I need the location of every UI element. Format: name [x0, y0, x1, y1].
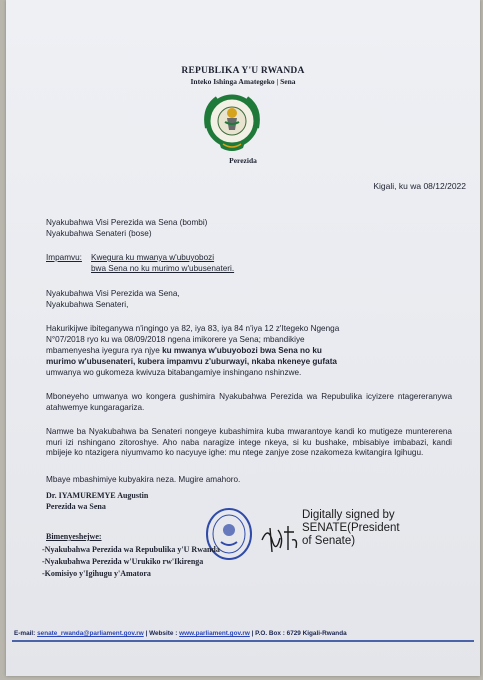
chamber-subheading: Inteko Ishinga Amategeko | Sena — [190, 77, 296, 86]
digital-signature-line-1: Digitally signed by — [302, 509, 395, 521]
paragraph-1-bold-text: ku mwanya w'ubuyobozi bwa Sena no ku — [162, 346, 322, 355]
coat-of-arms-icon — [197, 90, 267, 154]
paragraph-1-line-3 — [46, 346, 452, 357]
closing-line: Mbaye mbashimiye kubyakira neza. Mugire amahoro. — [46, 475, 241, 484]
digital-signature-note — [302, 509, 400, 548]
footer-divider — [12, 640, 474, 642]
signatory-title: Perezida wa Sena — [46, 502, 106, 511]
paragraph-1-line-5: umwanya wo gukomeza kwivuza bitabangamiye inshingano nshinzwe. — [46, 368, 302, 377]
paragraph-1-line-1: Hakurikijwe ibiteganywa n'ingingo ya 82, iya 83, iya 84 n'iya 12 z'Itegeko Ngenga — [46, 324, 340, 333]
paragraph-1-plain-text: mbamenyesha iyegura rya njye — [46, 346, 163, 355]
email-link[interactable]: senate_rwanda@parliament.gov.rw — [37, 630, 144, 637]
paragraph-3: Namwe ba Nyakubahwa ba Senateri nongeye kubashimira kuba mwarantoye kandi ko mutigeze muntererena muri izi nshingano zitoroshye. Aho naba naragize intege nkeya, si ku bushake, mbisabiye imbabazi, kandi mbijeje ko ntazigera niyumvamo ko nacyuye ighe: mu ntege zanjye zose nzakomeza kwitangira Igihugu. — [46, 427, 452, 458]
po-box: P.O. Box : 6729 Kigali-Rwanda — [255, 630, 347, 637]
copy-recipient-1: -Nyakubahwa Perezida wa Repubulika y'U Rwanda — [42, 545, 220, 554]
salutation-vice-president: Nyakubahwa Visi Perezida wa Sena, — [46, 289, 180, 298]
recipient-senators: Nyakubahwa Senateri (bose) — [46, 229, 152, 238]
salutation-senator: Nyakubahwa Senateri, — [46, 300, 129, 309]
subject-line-2: bwa Sena no ku murimo w'ubusenateri. — [91, 264, 235, 273]
website-link[interactable]: www.parliament.gov.rw — [179, 630, 250, 637]
paragraph-1-line-2: N°07/2018 ryo ku wa 08/09/2018 ngena imikorere ya Sena; mbandikiye — [46, 335, 305, 344]
paragraph-1-bold-continuation: murimo w'ubusenateri, kubera impamvu z'uburwayi, nkaba nkeneye gufata — [46, 357, 337, 366]
republic-heading: REPUBLIKA Y'U RWANDA — [181, 66, 305, 76]
date-line: Kigali, ku wa 08/12/2022 — [373, 181, 466, 191]
subject-line-1: Kwegura ku mwanya w'ubuyobozi — [91, 253, 215, 262]
letter-page — [6, 0, 480, 676]
paragraph-2: Mboneyeho umwanya wo kongera gushimira Nyakubahwa Perezida wa Repubulika icyizere ntagereranywa atahwemye kungaragariza. — [46, 392, 452, 412]
signatory-name: Dr. IYAMUREMYE Augustin — [46, 491, 149, 500]
footer-contact — [14, 630, 347, 637]
email-label: E-mail: — [14, 630, 36, 637]
copy-recipient-2: -Nyakubahwa Perezida w'Urukiko rw'Ikirenga — [42, 557, 204, 566]
digital-signature-line-2: SENATE(President — [302, 522, 400, 534]
copy-recipient-3: -Komisiyo y'Igihugu y'Amatora — [42, 569, 151, 578]
recipient-vice-presidents: Nyakubahwa Visi Perezida wa Sena (bombi) — [46, 218, 208, 227]
subject-label: Impamvu: — [46, 253, 82, 262]
footer-separator-2: | — [249, 630, 256, 637]
handwritten-signature-icon — [258, 518, 302, 558]
website-label: Website : — [149, 630, 180, 637]
copies-heading: Bimenyeshejwe: — [46, 532, 102, 541]
footer-separator-1: | — [143, 630, 150, 637]
president-role-label: Perezida — [229, 156, 257, 165]
digital-signature-line-3: of Senate) — [302, 535, 356, 547]
paragraph-1-line-4 — [46, 357, 452, 368]
